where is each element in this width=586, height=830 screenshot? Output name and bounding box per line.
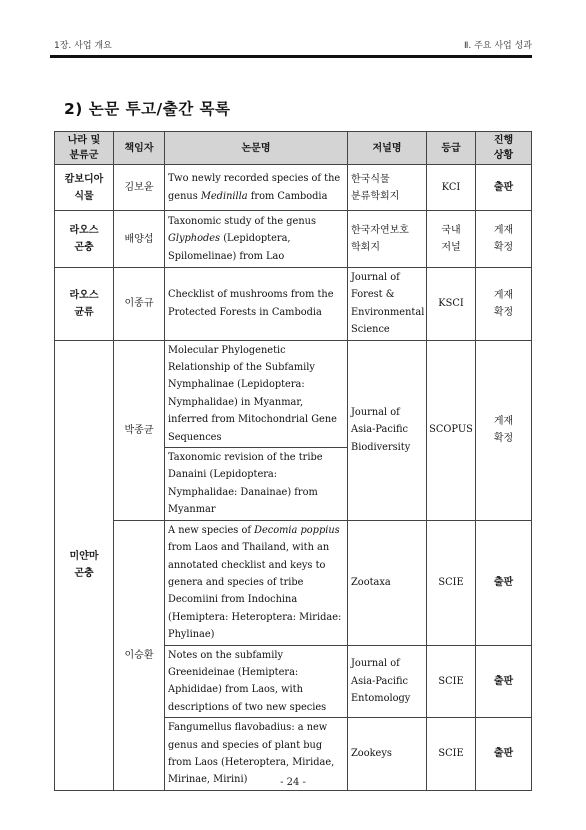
author-cell: 박종균 — [114, 340, 165, 520]
paper-title-text: from Cambodia — [247, 190, 328, 202]
paper-title-text: A new species of — [168, 524, 255, 536]
country-cell: 미얀마 곤충 — [55, 340, 114, 790]
paper-title-cell: Notes on the subfamily Greenideinae (Hemiptera: Aphididae) from Laos, with descriptions of two new species — [165, 645, 348, 718]
grade-cell: 국내 저널 — [427, 211, 476, 268]
col-header-country: 나라 및 분류군 — [55, 132, 114, 165]
author-cell: 배양섭 — [114, 211, 165, 268]
grade-cell: SCIE — [427, 520, 476, 645]
status-cell: 게재 확정 — [476, 340, 532, 520]
publication-table — [54, 131, 532, 791]
status-cell: 게재 확정 — [476, 268, 532, 341]
paper-title-cell — [165, 520, 348, 645]
journal-cell: Journal of Asia-Pacific Entomology — [348, 645, 427, 718]
col-header-journal: 저널명 — [348, 132, 427, 165]
grade-cell: SCIE — [427, 645, 476, 718]
grade-cell: SCOPUS — [427, 340, 476, 520]
paper-title-text: Taxonomic study of the genus — [168, 215, 316, 227]
grade-cell: KSCI — [427, 268, 476, 341]
country-cell: 라오스 곤충 — [55, 211, 114, 268]
journal-cell: 한국식물 분류학회지 — [348, 165, 427, 211]
table-row — [55, 268, 532, 341]
journal-cell: Journal of Forest & Environmental Science — [348, 268, 427, 341]
author-cell: 김보윤 — [114, 165, 165, 211]
page-number: - 24 - — [280, 777, 306, 788]
paper-title-cell: Taxonomic revision of the tribe Danaini (Lepidoptera: Nymphalidae: Danainae) from Myanmar — [165, 448, 348, 521]
header-section: Ⅱ. 주요 사업 성과 — [463, 41, 532, 51]
grade-cell: KCI — [427, 165, 476, 211]
col-header-author: 책임자 — [114, 132, 165, 165]
paper-title-text: (Lepidoptera, Spilomelinae) from Lao — [168, 233, 291, 262]
running-header — [50, 38, 532, 52]
paper-title-text: Two newly recorded species of the genus — [168, 173, 341, 202]
paper-title-text: from Laos and Thailand, with an annotated checklist and keys to genera and species of tribe Decomiini from Indochina (Hemiptera: Heteroptera: Miridae: Phylinae) — [168, 542, 342, 641]
header-rule — [50, 55, 532, 58]
paper-title-cell: Checklist of mushrooms from the Protected Forests in Cambodia — [165, 268, 348, 341]
author-cell: 이종규 — [114, 268, 165, 341]
paper-title-cell: Molecular Phylogenetic Relationship of the Subfamily Nymphalinae (Lepidoptera: Nymphalidae) in Myanmar, inferred from Mitochondrial Gene Sequences — [165, 340, 348, 447]
table-row — [55, 165, 532, 211]
col-header-grade: 등급 — [427, 132, 476, 165]
journal-cell: Zootaxa — [348, 520, 427, 645]
paper-title-italic: Glyphodes — [168, 233, 221, 245]
author-cell: 이승환 — [114, 520, 165, 790]
section-title: 2) 논문 투고/출간 목록 — [64, 100, 231, 118]
paper-title-cell — [165, 211, 348, 268]
status-cell: 출판 — [476, 520, 532, 645]
table-row — [55, 340, 532, 447]
country-cell: 캄보디아 식물 — [55, 165, 114, 211]
col-header-paper: 논문명 — [165, 132, 348, 165]
paper-title-italic: Medinilla — [200, 190, 248, 202]
country-cell: 라오스 균류 — [55, 268, 114, 341]
journal-cell: Zookeys — [348, 718, 427, 791]
table-row — [55, 520, 532, 645]
paper-title-italic: Decomia poppius — [254, 524, 340, 536]
grade-cell: SCIE — [427, 718, 476, 791]
paper-title-cell — [165, 165, 348, 211]
table-row — [55, 211, 532, 268]
status-cell: 출판 — [476, 718, 532, 791]
journal-cell: Journal of Asia-Pacific Biodiversity — [348, 340, 427, 520]
paper-title-cell: Fangumellus flavobadius: a new genus and species of plant bug from Laos (Heteroptera, Miridae, Mirinae, Mirini) — [165, 718, 348, 791]
col-header-status: 진행 상황 — [476, 132, 532, 165]
status-cell: 출판 — [476, 165, 532, 211]
table-header-row — [55, 132, 532, 165]
header-chapter: 1장. 사업 개요 — [54, 41, 112, 51]
journal-cell: 한국자연보호 학회지 — [348, 211, 427, 268]
status-cell: 게재 확정 — [476, 211, 532, 268]
status-cell: 출판 — [476, 645, 532, 718]
